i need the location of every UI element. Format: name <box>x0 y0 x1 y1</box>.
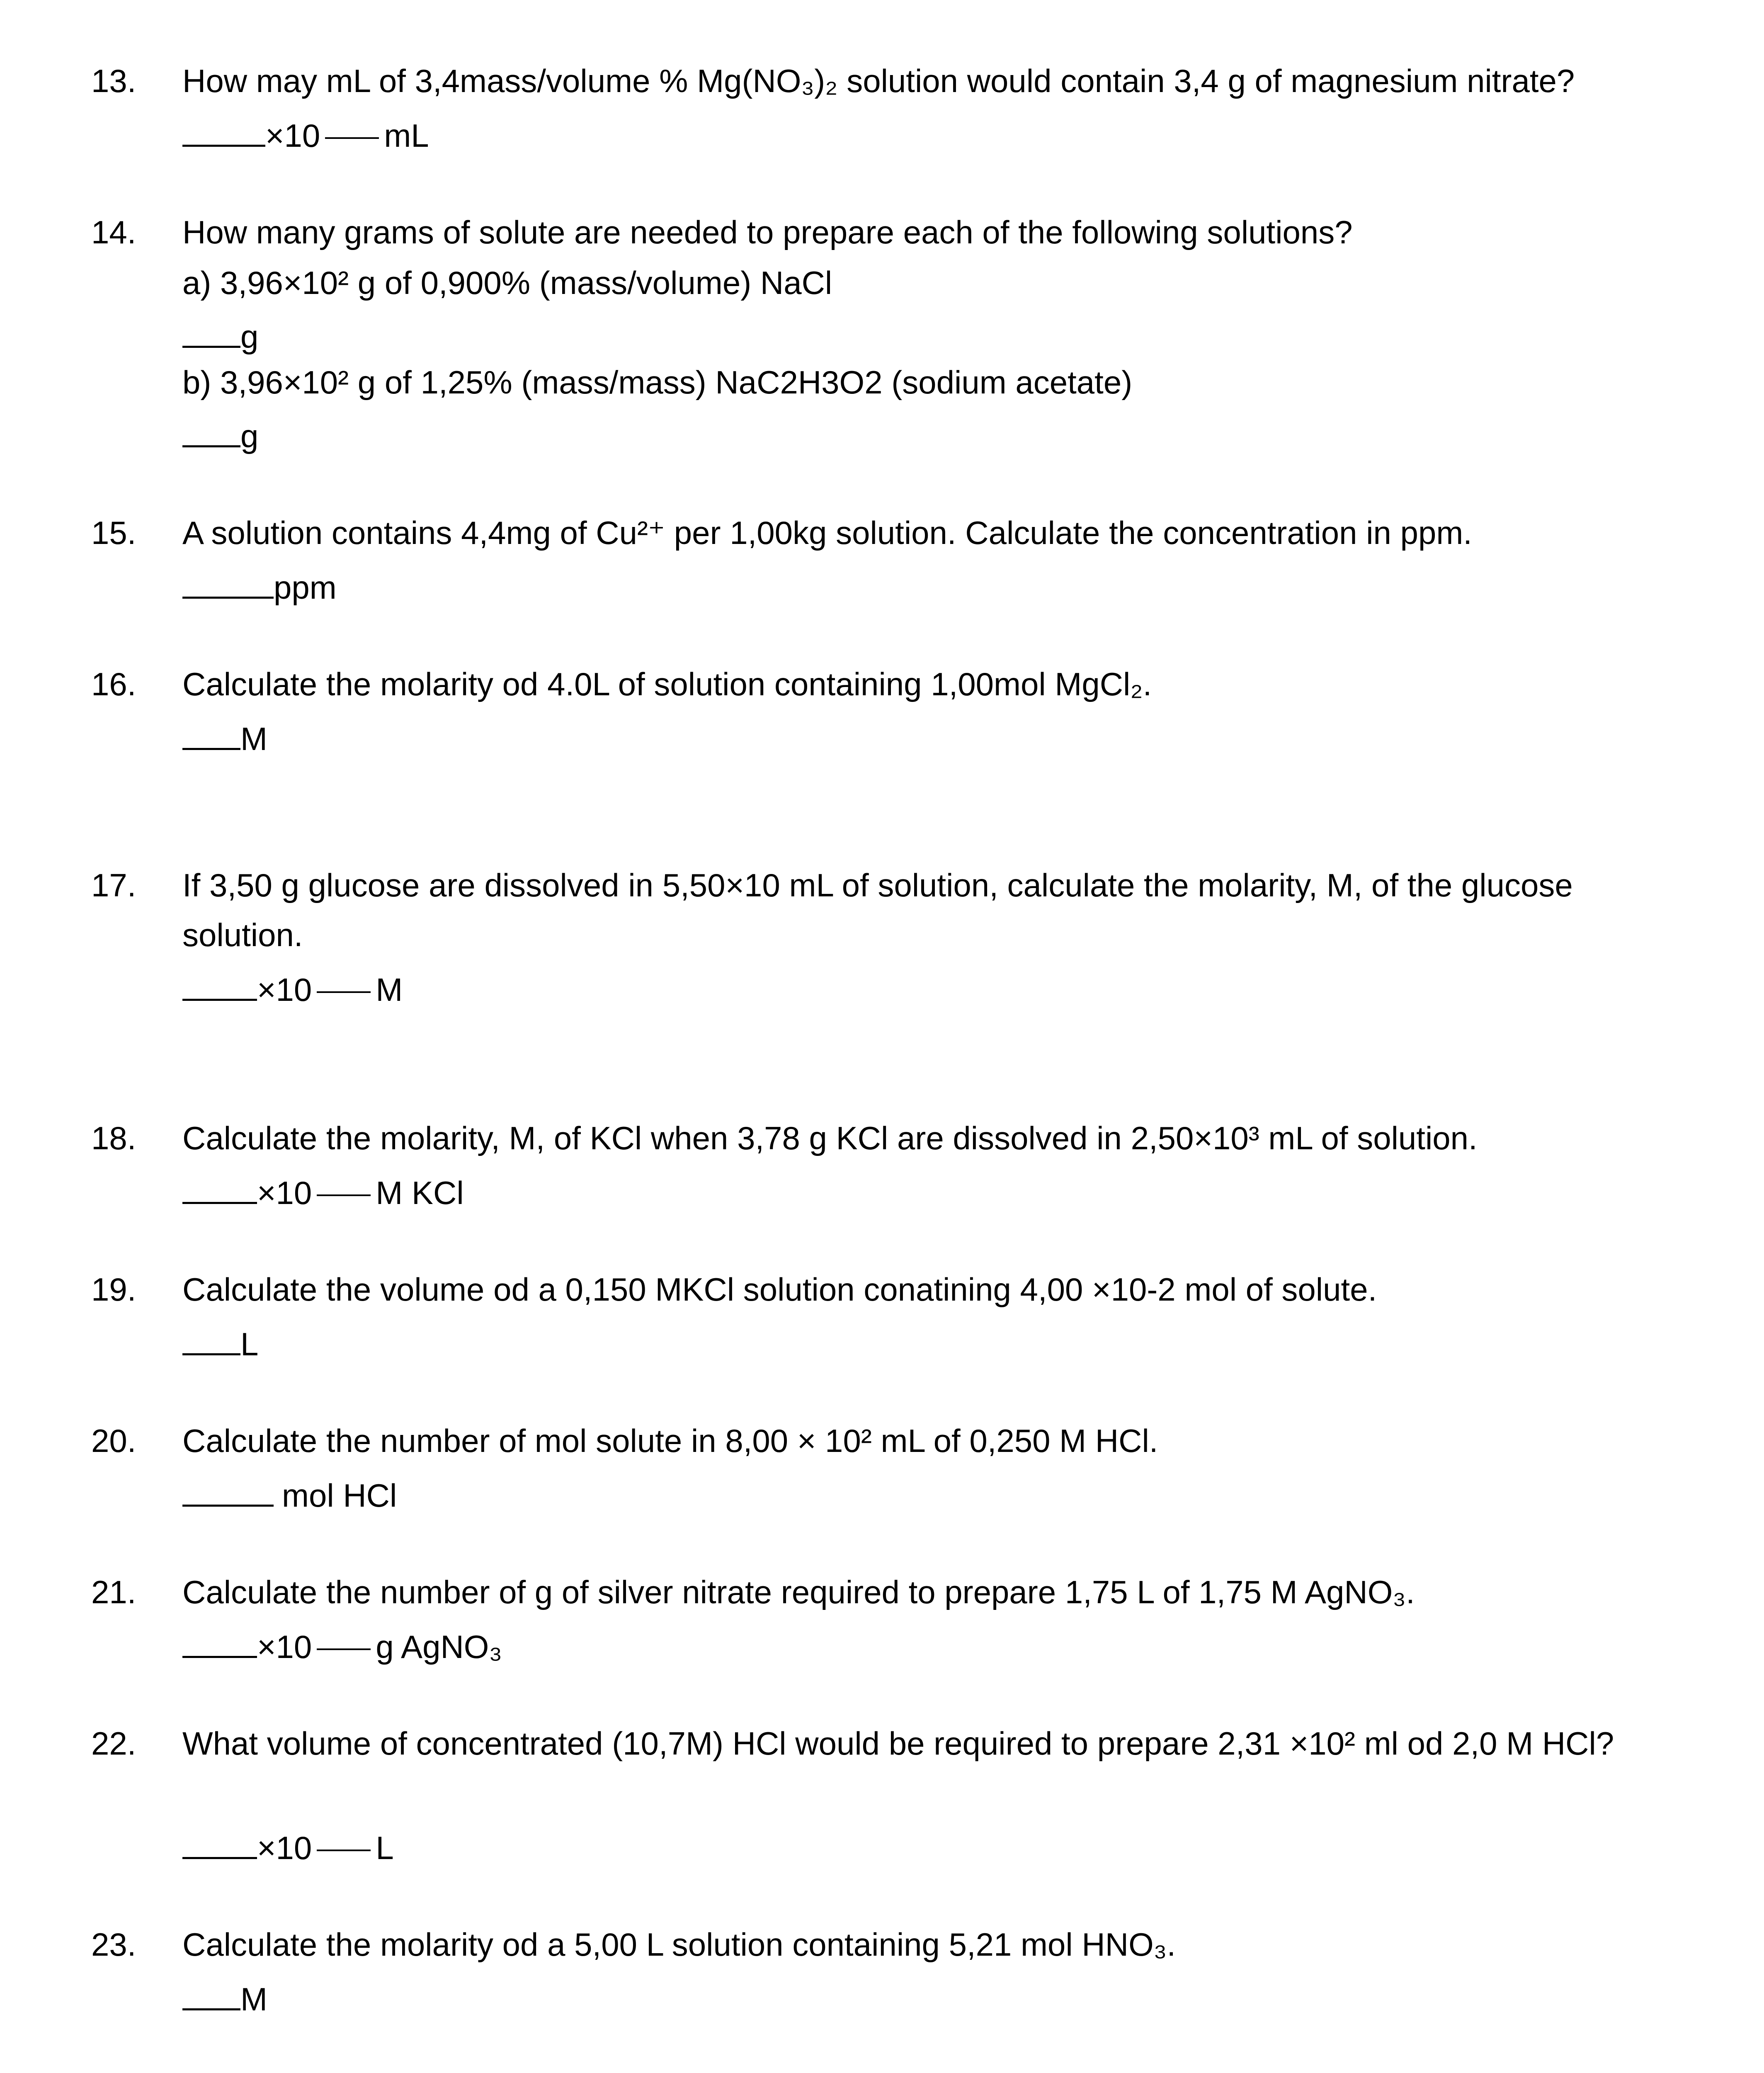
answer-unit: M <box>240 721 267 757</box>
question-text: A solution contains 4,4mg of Cu²⁺ per 1,00kg solution. Calculate the concentration in ppm. <box>182 515 1472 551</box>
answer-line-b <box>182 407 258 461</box>
answer-blank[interactable] <box>182 407 240 447</box>
question-text: If 3,50 g glucose are dissolved in 5,50×10 mL of solution, calculate the molarity, M, of the glucose solution. <box>182 867 1582 953</box>
answer-multiplier: ×10 <box>257 1830 312 1866</box>
question-number: 16. <box>91 666 136 702</box>
question-number: 23. <box>91 1926 136 1963</box>
question-text: How many grams of solute are needed to prepare each of the following solutions? <box>182 214 1353 250</box>
question-number <box>91 2071 136 2073</box>
question-text: Calculate the molarity, M, of KCl when 3,78 g KCl are dissolved in 2,50×10³ mL of solution. <box>182 1120 1478 1156</box>
question-text: How may mL of 3,4mass/volume % Mg(NO₃)₂ solution would contain 3,4 g of magnesium nitrate? <box>182 63 1575 99</box>
answer-multiplier: ×10 <box>257 1629 312 1665</box>
answer-line <box>182 1164 464 1218</box>
answer-blank[interactable] <box>182 107 265 147</box>
exponent-blank[interactable] <box>317 1850 371 1851</box>
answer-blank[interactable] <box>182 1970 240 2010</box>
part-b-text: b) 3,96×10² g of 1,25% (mass/mass) NaC2H3O2 (sodium acetate) <box>182 364 1133 401</box>
answer-blank[interactable] <box>182 1618 257 1658</box>
question-text: Calculate the molarity od a 5,00 L solution containing 5,21 mol HNO₃. <box>182 1926 1176 1963</box>
exponent-blank[interactable] <box>325 137 379 139</box>
question-text: Calculate the number of mol solute in 8,00 × 10² mL of 0,250 M HCl. <box>182 1422 1158 1459</box>
answer-unit: g <box>240 318 259 355</box>
question-text <box>182 2071 1683 2073</box>
answer-blank[interactable] <box>182 1819 257 1859</box>
answer-line <box>182 1618 502 1672</box>
question-text: Calculate the number of g of silver nitrate required to prepare 1,75 L of 1,75 M AgNO₃. <box>182 1574 1415 1610</box>
question-number: 21. <box>91 1574 136 1610</box>
answer-line <box>182 1466 397 1520</box>
question-text: What volume of concentrated (10,7M) HCl would be required to prepare 2,31 ×10² ml od 2,0 M HCl? <box>182 1725 1614 1762</box>
question-number: 19. <box>91 1271 136 1308</box>
answer-unit: mol HCl <box>282 1477 397 1514</box>
answer-line <box>182 107 429 160</box>
question-number: 20. <box>91 1422 136 1459</box>
question-number: 13. <box>91 63 136 99</box>
answer-blank[interactable] <box>182 1164 257 1204</box>
answer-line <box>182 710 267 764</box>
answer-line <box>182 1315 258 1369</box>
exponent-blank[interactable] <box>317 1648 371 1650</box>
question-text: Calculate the molarity od 4.0L of solution containing 1,00mol MgCl₂. <box>182 666 1152 702</box>
answer-unit: g AgNO₃ <box>376 1629 502 1665</box>
question-number: 14. <box>91 214 136 250</box>
answer-blank[interactable] <box>182 1315 240 1355</box>
answer-unit: M KCl <box>376 1175 464 1211</box>
question-number: 22. <box>91 1725 136 1762</box>
answer-unit: L <box>376 1830 394 1866</box>
question-number: 15. <box>91 515 136 551</box>
question-text: Calculate the volume od a 0,150 MKCl solution conatining 4,00 ×10-2 mol of solute. <box>182 1271 1377 1308</box>
answer-line-a <box>182 308 258 362</box>
answer-line <box>182 1819 394 1873</box>
answer-multiplier: ×10 <box>257 971 312 1008</box>
answer-multiplier: ×10 <box>265 117 320 154</box>
answer-line <box>182 1970 267 2024</box>
answer-blank[interactable] <box>182 961 257 1001</box>
answer-multiplier: ×10 <box>257 1175 312 1211</box>
part-a-text: a) 3,96×10² g of 0,900% (mass/volume) NaCl <box>182 265 832 301</box>
answer-line <box>182 961 403 1015</box>
answer-blank[interactable] <box>182 1466 274 1507</box>
answer-unit: M <box>376 971 403 1008</box>
question-number: 18. <box>91 1120 136 1156</box>
answer-unit: g <box>240 418 259 454</box>
answer-unit: ppm <box>274 569 337 606</box>
answer-unit: mL <box>384 117 429 154</box>
answer-line <box>182 558 337 612</box>
answer-unit: M <box>240 1981 267 2017</box>
answer-blank[interactable] <box>182 710 240 750</box>
answer-blank[interactable] <box>182 308 240 348</box>
exponent-blank[interactable] <box>317 1194 371 1196</box>
answer-unit: L <box>240 1326 259 1362</box>
answer-blank[interactable] <box>182 558 274 599</box>
exponent-blank[interactable] <box>317 991 371 993</box>
question-number: 17. <box>91 867 136 903</box>
